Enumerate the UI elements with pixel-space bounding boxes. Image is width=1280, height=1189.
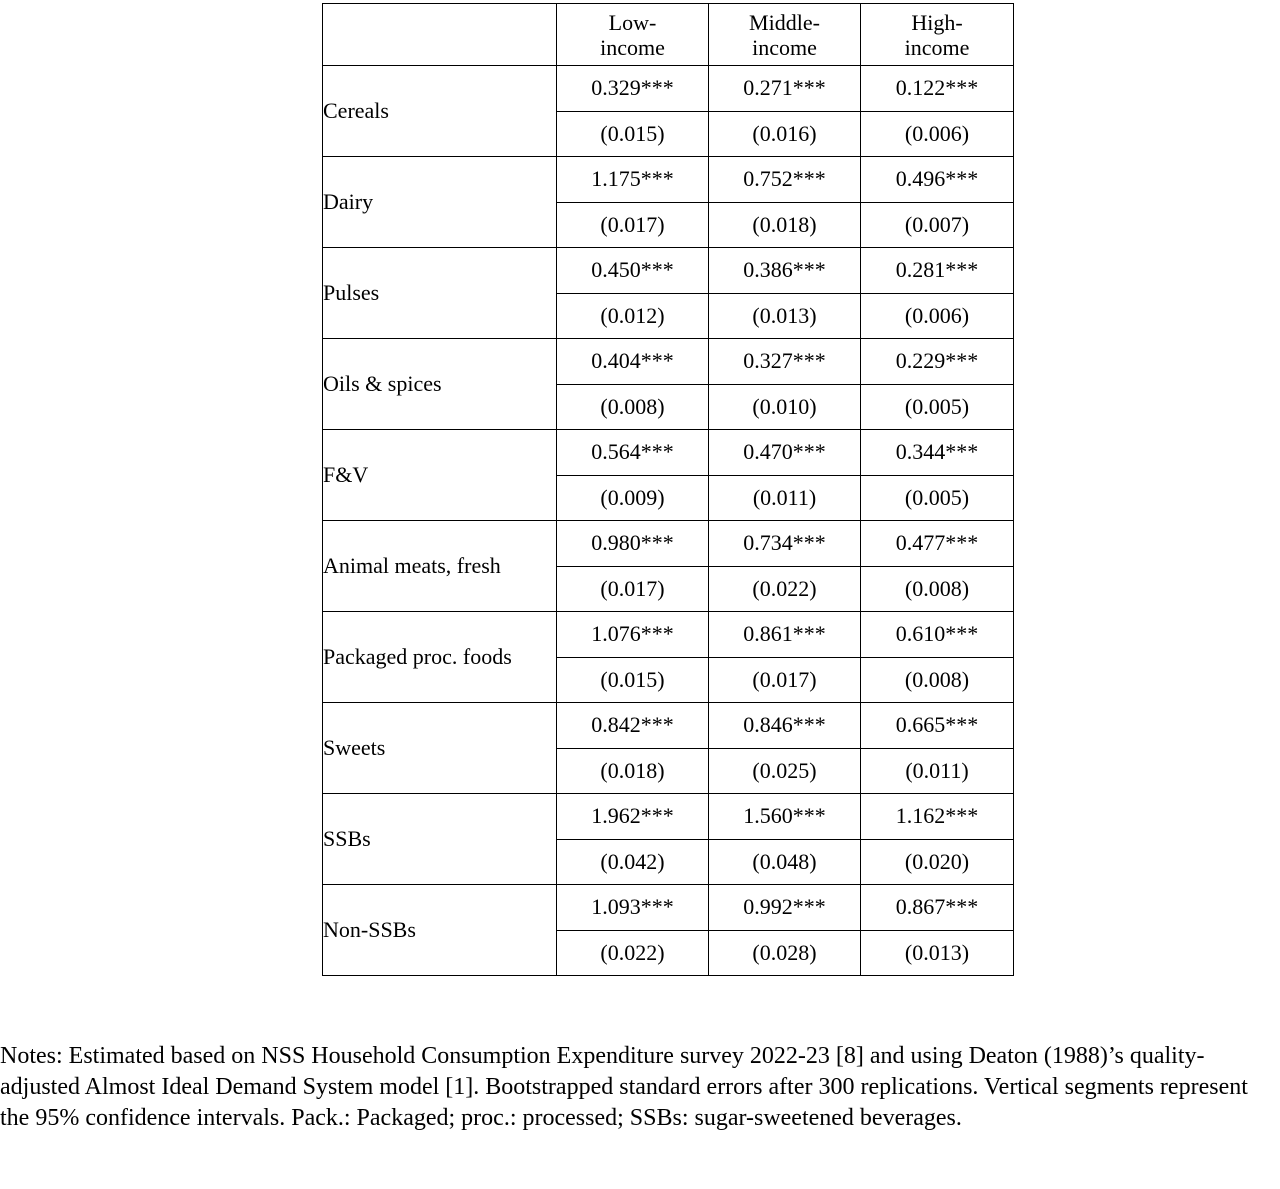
row-label: Packaged proc. foods [323, 612, 557, 703]
table-row [323, 157, 1014, 203]
std-error-cell: (0.005) [861, 384, 1014, 430]
coefficient-cell: 1.962*** [557, 794, 709, 840]
std-error-cell: (0.020) [861, 839, 1014, 885]
row-label: Non-SSBs [323, 885, 557, 976]
row-label: SSBs [323, 794, 557, 885]
header-line: income [904, 34, 970, 60]
coefficient-cell: 0.752*** [709, 157, 861, 203]
header-high-income [861, 4, 1014, 66]
coefficient-cell: 0.496*** [861, 157, 1014, 203]
std-error-cell: (0.012) [557, 293, 709, 339]
table-row [323, 248, 1014, 294]
std-error-cell: (0.011) [709, 475, 861, 521]
table-row [323, 612, 1014, 658]
coefficient-cell: 0.665*** [861, 703, 1014, 749]
header-line: High- [911, 9, 963, 35]
table-row [323, 885, 1014, 931]
std-error-cell: (0.007) [861, 202, 1014, 248]
std-error-cell: (0.010) [709, 384, 861, 430]
coefficient-cell: 0.992*** [709, 885, 861, 931]
elasticity-table [322, 3, 1014, 976]
coefficient-cell: 0.734*** [709, 521, 861, 567]
std-error-cell: (0.011) [861, 748, 1014, 794]
row-label: Animal meats, fresh [323, 521, 557, 612]
coefficient-cell: 0.477*** [861, 521, 1014, 567]
header-low-income [557, 4, 709, 66]
coefficient-cell: 0.450*** [557, 248, 709, 294]
coefficient-cell: 1.076*** [557, 612, 709, 658]
table-row [323, 703, 1014, 749]
coefficient-cell: 0.846*** [709, 703, 861, 749]
coefficient-cell: 1.175*** [557, 157, 709, 203]
coefficient-cell: 0.386*** [709, 248, 861, 294]
std-error-cell: (0.013) [861, 930, 1014, 976]
coefficient-cell: 0.229*** [861, 339, 1014, 385]
table-body [323, 66, 1014, 976]
std-error-cell: (0.008) [861, 566, 1014, 612]
header-middle-income [709, 4, 861, 66]
std-error-cell: (0.015) [557, 657, 709, 703]
std-error-cell: (0.022) [709, 566, 861, 612]
table-row [323, 339, 1014, 385]
table-row [323, 794, 1014, 840]
coefficient-cell: 0.344*** [861, 430, 1014, 476]
header-line: income [600, 34, 665, 60]
table-row [323, 430, 1014, 476]
coefficient-cell: 0.329*** [557, 66, 709, 112]
coefficient-cell: 0.327*** [709, 339, 861, 385]
row-label: Sweets [323, 703, 557, 794]
coefficient-cell: 1.560*** [709, 794, 861, 840]
coefficient-cell: 0.271*** [709, 66, 861, 112]
row-label: Pulses [323, 248, 557, 339]
coefficient-cell: 0.867*** [861, 885, 1014, 931]
coefficient-cell: 0.861*** [709, 612, 861, 658]
std-error-cell: (0.008) [861, 657, 1014, 703]
coefficient-cell: 0.842*** [557, 703, 709, 749]
table-row [323, 521, 1014, 567]
std-error-cell: (0.009) [557, 475, 709, 521]
std-error-cell: (0.015) [557, 111, 709, 157]
coefficient-cell: 0.980*** [557, 521, 709, 567]
row-label: F&V [323, 430, 557, 521]
std-error-cell: (0.016) [709, 111, 861, 157]
header-empty-cell [323, 4, 557, 66]
table-notes: Notes: Estimated based on NSS Household Consumption Expenditure survey 2022-23 [8] and using Deaton (1988)’s quality-adjusted Almost Ideal Demand System model [1]. Bootstrapped standard errors after 300 replications. Vertical segments represent the 95% confidence intervals. Pack.: Packaged; proc.: processed; SSBs: sugar-sweetened beverages. [0, 1043, 1248, 1131]
coefficient-cell: 1.162*** [861, 794, 1014, 840]
header-line: income [752, 34, 817, 60]
std-error-cell: (0.025) [709, 748, 861, 794]
std-error-cell: (0.018) [709, 202, 861, 248]
header-line: Low- [608, 9, 657, 35]
std-error-cell: (0.017) [557, 566, 709, 612]
std-error-cell: (0.017) [709, 657, 861, 703]
table-row [323, 66, 1014, 112]
std-error-cell: (0.042) [557, 839, 709, 885]
std-error-cell: (0.028) [709, 930, 861, 976]
std-error-cell: (0.006) [861, 293, 1014, 339]
coefficient-cell: 0.281*** [861, 248, 1014, 294]
std-error-cell: (0.006) [861, 111, 1014, 157]
std-error-cell: (0.017) [557, 202, 709, 248]
std-error-cell: (0.008) [557, 384, 709, 430]
header-line: Middle- [749, 9, 820, 35]
table-header-row [323, 4, 1014, 66]
coefficient-cell: 0.610*** [861, 612, 1014, 658]
std-error-cell: (0.005) [861, 475, 1014, 521]
coefficient-cell: 1.093*** [557, 885, 709, 931]
coefficient-cell: 0.470*** [709, 430, 861, 476]
row-label: Oils & spices [323, 339, 557, 430]
coefficient-cell: 0.122*** [861, 66, 1014, 112]
std-error-cell: (0.018) [557, 748, 709, 794]
coefficient-cell: 0.404*** [557, 339, 709, 385]
row-label: Dairy [323, 157, 557, 248]
coefficient-cell: 0.564*** [557, 430, 709, 476]
row-label: Cereals [323, 66, 557, 157]
std-error-cell: (0.048) [709, 839, 861, 885]
std-error-cell: (0.013) [709, 293, 861, 339]
std-error-cell: (0.022) [557, 930, 709, 976]
